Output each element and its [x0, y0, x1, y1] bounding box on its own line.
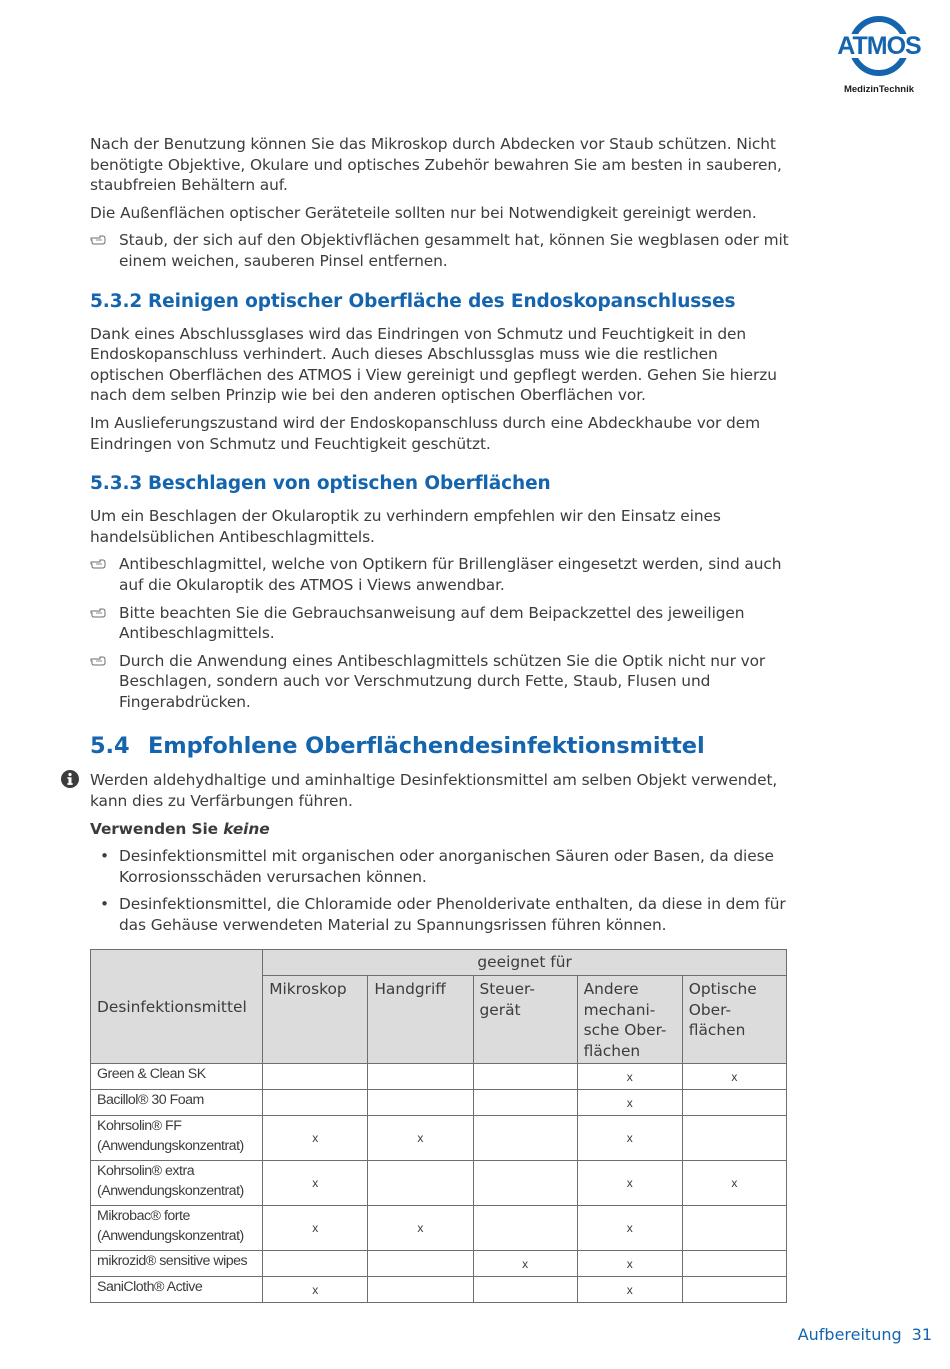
suitability-cell: x: [263, 1277, 368, 1303]
suitability-cell: x: [473, 1251, 577, 1277]
use-label: Verwenden Sie: [90, 819, 218, 838]
page-content: [90, 134, 790, 943]
bullet-dot: •: [100, 847, 109, 866]
suitability-cell: [263, 1064, 368, 1090]
bullet-text: Desinfektionsmittel, die Chloramide oder Phenolderivate enthalten, da diese in dem für das Gehäuse verwendeten Material zu Spannungsrissen führen können.: [119, 895, 786, 935]
atmos-logo-mark: [833, 10, 925, 82]
suitability-cell: x: [263, 1116, 368, 1161]
section-heading-5-3-3: [90, 472, 790, 496]
disinfectant-name: [91, 1064, 263, 1090]
section-number: 5.4: [90, 733, 130, 760]
disinfectant-name-note: (Anwendungskonzentrat): [97, 1183, 244, 1199]
bullet-item: [90, 846, 790, 887]
disinfectant-name-line: Bacillol® 30 Foam: [97, 1092, 204, 1108]
hint-item: [90, 603, 790, 644]
section-5-3-3-paragraph-1: Um ein Beschlagen der Okularoptik zu verhindern empfehlen wir den Einsatz eines handelsüblichen Antibeschlagmittels.: [90, 507, 721, 546]
disinfectant-name: [91, 1161, 263, 1206]
suitability-cell: [263, 1251, 368, 1277]
disinfectant-table: [90, 949, 787, 1303]
disinfectant-name-line: mikrozid® sensitive wipes: [97, 1253, 248, 1269]
disinfectant-name: [91, 1251, 263, 1277]
info-note: [90, 770, 790, 811]
use-label-emphasis: keine: [223, 819, 270, 838]
hint-item: [90, 554, 790, 595]
suitability-cell: [368, 1277, 473, 1303]
disinfectant-name-line: Mikrobac® forte: [97, 1208, 190, 1224]
table-column-header: Handgriff: [368, 976, 473, 1064]
disinfectant-name-line: Kohrsolin® FF: [97, 1118, 182, 1134]
table-row: [91, 1161, 787, 1206]
suitability-cell: x: [577, 1090, 682, 1116]
hint-text: Antibeschlagmittel, welche von Optikern für Brillengläser eingesetzt werden, sind auch auf die Okularoptik des ATMOS i Views anwendbar.: [119, 555, 782, 594]
svg-text:ATMOS: ATMOS: [837, 32, 921, 60]
use-none-label: [90, 819, 790, 840]
disinfectant-name: [91, 1116, 263, 1161]
disinfectant-name: [91, 1090, 263, 1116]
table-column-header: Steuer- gerät: [473, 976, 577, 1064]
pointing-hand-icon: [90, 235, 106, 245]
suitability-cell: x: [368, 1206, 473, 1251]
hint-item: [90, 230, 790, 271]
footer-section: Aufbereitung: [797, 1325, 902, 1344]
suitability-cell: x: [577, 1116, 682, 1161]
suitability-cell: [368, 1251, 473, 1277]
table-row: [91, 1116, 787, 1161]
table-column-header: Optische Ober- flächen: [682, 976, 786, 1064]
hint-item: [90, 651, 790, 713]
table-column-header: Andere mechani- sche Ober- flächen: [577, 976, 682, 1064]
info-icon: [61, 770, 79, 788]
bullet-item: [90, 894, 790, 935]
section-heading-5-4: [90, 732, 790, 760]
section-number: 5.3.3: [90, 473, 143, 495]
hint-text: Staub, der sich auf den Objektivflächen gesammelt hat, können Sie wegblasen oder mit einem weichen, sauberen Pinsel entfernen.: [119, 231, 789, 270]
suitability-cell: x: [368, 1116, 473, 1161]
suitability-cell: [473, 1064, 577, 1090]
suitability-cell: [473, 1206, 577, 1251]
disinfectant-name-line: Green & Clean SK: [97, 1066, 206, 1082]
section-title: Beschlagen von optischen Oberflächen: [148, 473, 551, 495]
suitability-cell: [473, 1277, 577, 1303]
info-text: Werden aldehydhaltige und aminhaltige Desinfektionsmittel am selben Objekt verwendet, kann dies zu Verfärbungen führen.: [90, 771, 778, 811]
suitability-cell: [473, 1090, 577, 1116]
table-group-header: geeignet für: [263, 950, 787, 976]
table-row: [91, 1277, 787, 1303]
section-title: Reinigen optischer Oberfläche des Endoskopanschlusses: [148, 290, 736, 312]
disinfectant-name-note: (Anwendungskonzentrat): [97, 1138, 244, 1154]
logo-subtitle: MedizinTechnik: [843, 84, 915, 95]
suitability-cell: x: [577, 1161, 682, 1206]
bullet-text: Desinfektionsmittel mit organischen oder anorganischen Säuren oder Basen, da diese Korrosionsschäden verursachen können.: [119, 847, 774, 886]
disinfectant-name-line: SaniCloth® Active: [97, 1279, 203, 1295]
disinfectant-name: [91, 1206, 263, 1251]
suitability-cell: [682, 1277, 786, 1303]
intro-paragraph-2: Die Außenflächen optischer Geräteteile sollten nur bei Notwendigkeit gereinigt werden.: [90, 203, 757, 222]
table-row-header: Desinfektionsmittel: [91, 950, 263, 1064]
suitability-cell: x: [577, 1206, 682, 1251]
page-footer: [798, 1325, 932, 1344]
hint-text: Bitte beachten Sie die Gebrauchsanweisung auf dem Beipackzettel des jeweiligen Antibeschlagmittels.: [119, 603, 745, 643]
suitability-cell: [682, 1116, 786, 1161]
suitability-cell: [368, 1064, 473, 1090]
suitability-cell: x: [682, 1161, 786, 1206]
suitability-cell: x: [577, 1064, 682, 1090]
disinfectant-name: [91, 1277, 263, 1303]
table-body: [91, 1064, 787, 1303]
suitability-cell: [682, 1206, 786, 1251]
pointing-hand-icon: [90, 559, 106, 569]
suitability-cell: x: [682, 1064, 786, 1090]
table-column-header: Mikroskop: [263, 976, 368, 1064]
disinfectant-name-line: Kohrsolin® extra: [97, 1163, 195, 1179]
bullet-dot: •: [100, 895, 109, 914]
disinfectant-name-note: (Anwendungskonzentrat): [97, 1228, 244, 1244]
section-5-3-2-paragraph-2: Im Auslieferungszustand wird der Endoskopanschluss durch eine Abdeckhaube vor dem Eindringen von Schmutz und Feuchtigkeit geschützt.: [90, 413, 760, 453]
intro-paragraph-1: Nach der Benutzung können Sie das Mikroskop durch Abdecken vor Staub schützen. Nicht benötigte Objektive, Okulare und optisches Zubehör bewahren Sie am besten in sauberen, staubfreien Behältern auf.: [90, 135, 782, 195]
table-row: [91, 1251, 787, 1277]
atmos-logo: [833, 10, 925, 98]
suitability-cell: [473, 1116, 577, 1161]
suitability-cell: [473, 1161, 577, 1206]
page-number: 31: [911, 1325, 932, 1344]
suitability-cell: x: [263, 1161, 368, 1206]
table-row: [91, 1064, 787, 1090]
suitability-cell: [682, 1090, 786, 1116]
suitability-cell: [263, 1090, 368, 1116]
section-title: Empfohlene Oberflächendesinfektionsmittel: [148, 733, 705, 760]
suitability-cell: [368, 1090, 473, 1116]
section-number: 5.3.2: [90, 290, 143, 312]
section-heading-5-3-2: [90, 290, 790, 314]
pointing-hand-icon: [90, 608, 106, 618]
suitability-cell: x: [263, 1206, 368, 1251]
suitability-cell: x: [577, 1251, 682, 1277]
suitability-cell: [368, 1161, 473, 1206]
section-5-3-2-paragraph-1: Dank eines Abschlussglases wird das Eindringen von Schmutz und Feuchtigkeit in den Endoskopanschluss verhindert. Auch dieses Abschlussglas muss wie die restlichen optischen Oberflächen des ATMOS i View gereinigt und gepflegt werden. Gehen Sie hierzu nach dem selben Prinzip wie bei den anderen optischen Oberflächen vor.: [90, 324, 777, 405]
hint-text: Durch die Anwendung eines Antibeschlagmittels schützen Sie die Optik nicht nur vor Beschlagen, sondern auch vor Verschmutzung durch Fette, Staub, Flusen und Fingerabdrücken.: [119, 651, 766, 711]
pointing-hand-icon: [90, 656, 106, 666]
table-row: [91, 1090, 787, 1116]
table-row: [91, 1206, 787, 1251]
suitability-cell: x: [577, 1277, 682, 1303]
suitability-cell: [682, 1251, 786, 1277]
